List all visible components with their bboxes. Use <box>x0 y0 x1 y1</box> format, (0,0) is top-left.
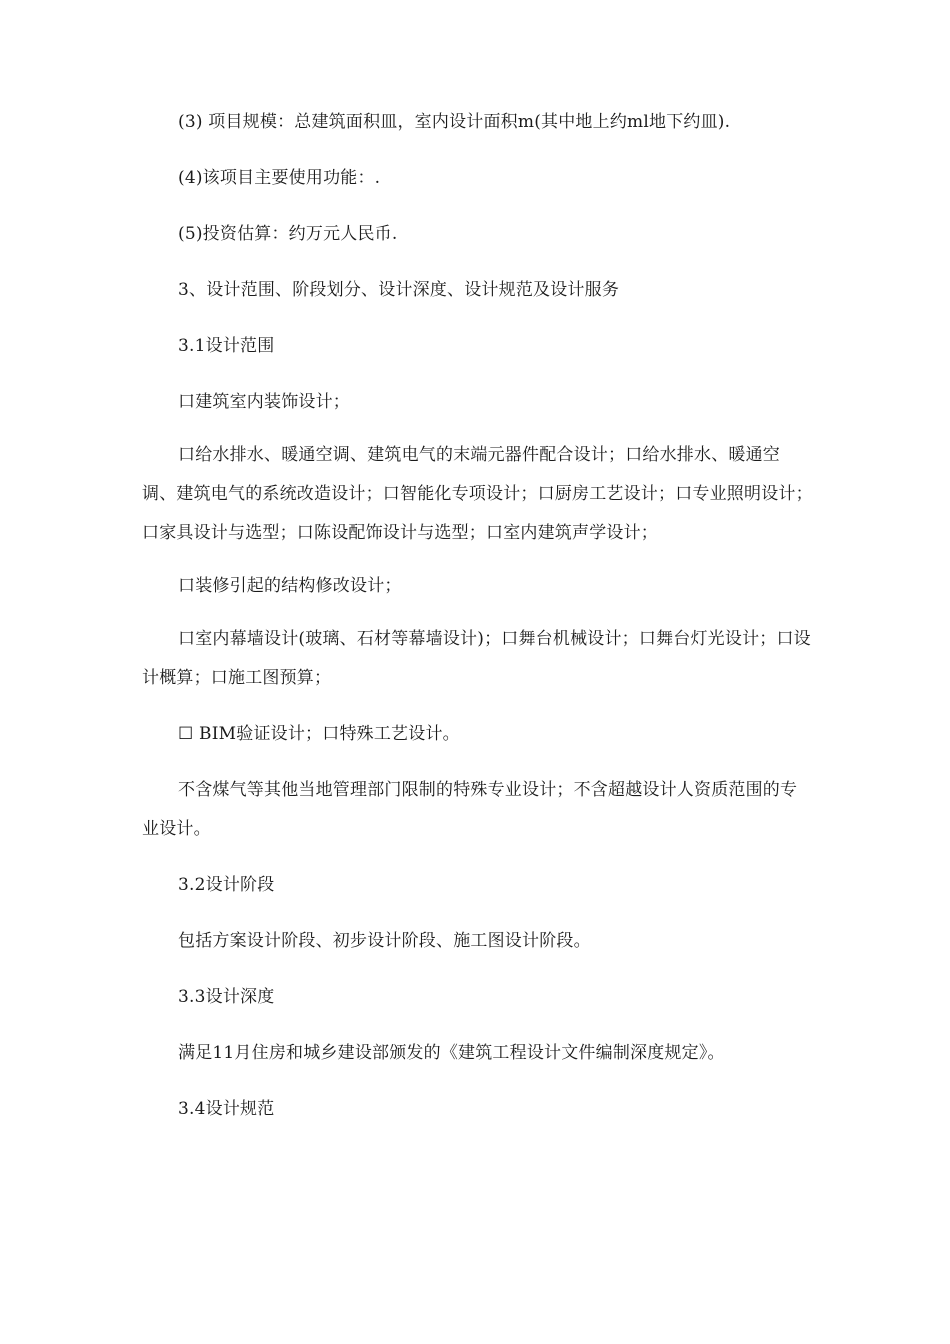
paragraph-interior-decoration: 口建筑室内装饰设计； <box>178 392 350 412</box>
subsection-heading-3-4: 3.4设计规范 <box>178 1099 275 1119</box>
paragraph-exclusions: 不含煤气等其他当地管理部门限制的特殊专业设计；不含超越设计人资质范围的专业设计。 <box>142 780 798 839</box>
paragraph-main-function: (4)该项目主要使用功能：. <box>178 168 381 188</box>
paragraph-design-stages: 包括方案设计阶段、初步设计阶段、施工图设计阶段。 <box>178 931 591 951</box>
paragraph-curtain-wall-stage: 口室内幕墙设计(玻璃、石材等幕墙设计)；口舞台机械设计；口舞台灯光设计；口设计概算；口施工图预算； <box>142 629 811 688</box>
paragraph-project-scale: (3) 项目规模：总建筑面积皿，室内设计面积m(其中地上约ml地下约皿). <box>178 112 731 132</box>
document-body <box>142 103 814 1129</box>
paragraph-mep-design: 口给水排水、暖通空调、建筑电气的末端元器件配合设计；口给水排水、暖通空调、建筑电气的系统改造设计；口智能化专项设计；口厨房工艺设计；口专业照明设计；口家具设计与选型；口陈设配饰设计与选型；口室内建筑声学设计； <box>142 445 813 543</box>
subsection-heading-3-2: 3.2设计阶段 <box>178 875 275 895</box>
section-heading-3: 3、设计范围、阶段划分、设计深度、设计规范及设计服务 <box>178 280 620 300</box>
paragraph-design-depth: 满足11月住房和城乡建设部颁发的《建筑工程设计文件编制深度规定》。 <box>178 1043 725 1063</box>
paragraph-investment-estimate: (5)投资估算：约万元人民币. <box>178 224 398 244</box>
subsection-heading-3-1: 3.1设计范围 <box>178 336 275 356</box>
paragraph-bim: ☐ BIM验证设计；口特殊工艺设计。 <box>178 724 460 744</box>
paragraph-structural-modification: 口装修引起的结构修改设计； <box>178 576 402 596</box>
subsection-heading-3-3: 3.3设计深度 <box>178 987 275 1007</box>
